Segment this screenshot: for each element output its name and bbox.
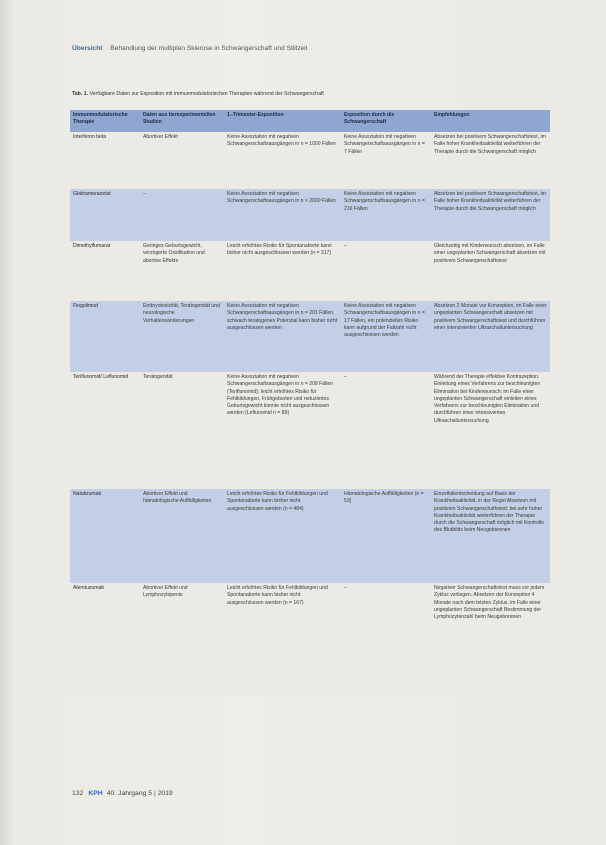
cell-pregnancy-exposure: – <box>341 372 431 489</box>
cell-therapy: Glatirameracetat <box>70 189 140 241</box>
cell-therapy: Teriflunomid/ Leflunomid <box>70 372 140 489</box>
header-therapy: Immunmodulatorische Therapie <box>70 110 140 132</box>
cell-first-trimester: Keine Assoziation mit negativen Schwangerschaftsausgängen in n = 1000 Fällen <box>224 132 341 189</box>
cell-therapy: Natalizumab <box>70 489 140 583</box>
cell-recommendations: Während der Therapie effektive Kontrazeption. Einleitung eines Verfahrens zur beschleunigten Elimination bei Kinderwunsch; im Falle einer ungeplanten Schwangerschaft einleiten eines Verfahrens zur beschleunigten Elimination und durchführen einer intensivierten Ultraschalluntersuchung <box>431 372 550 489</box>
cell-first-trimester: Leicht erhöhtes Risiko für Spontanaborte kann bisher nicht ausgeschlossen werden (n = 317) <box>224 241 341 301</box>
journal-issue: 40. Jahrgang 5 | 2019 <box>106 790 173 797</box>
cell-pregnancy-exposure: Keine Assoziation mit negativen Schwangerschaftsausgängen in n = 216 Fällen <box>341 189 431 241</box>
page-number: 132 <box>72 790 84 797</box>
header-first-trimester: 1.-Trimester-Exposition <box>224 110 341 132</box>
cell-recommendations: Gleichzeitig mit Kinderwunsch absetzen, im Falle einer ungeplanten Schwangerschaft absetzen mit positivem Schwangerschaftstest <box>431 241 550 301</box>
table-row <box>70 583 550 695</box>
cell-therapy: Interferon beta <box>70 132 140 189</box>
therapy-table <box>70 110 550 695</box>
cell-recommendations: Einzelfallentscheidung auf Basis der Krankheitsaktivität, in der Regel Absetzen mit positivem Schwangerschaftstest; bei sehr hoher Krankheitsaktivität weiterführen der Therapie durch die Schwangerschaft möglich mit Kontrolle des Blutbilds beim Neugeborenen <box>431 489 550 583</box>
cell-pregnancy-exposure: Keine Assoziation mit negativen Schwangerschaftsausgängen in n = 17 Fällen, ein potenzielles Risiko kann aufgrund der Fallzahl nicht ausgeschlossen werden <box>341 301 431 372</box>
table-caption-label: Tab. 1. <box>72 91 89 97</box>
header-pregnancy-exposure: Exposition durch die Schwangerschaft <box>341 110 431 132</box>
cell-first-trimester: Keine Assoziation mit negativen Schwangerschaftsausgängen in n = 208 Fällen (Teriflunomid); leicht erhöhtes Risiko für Fehlbildungen, Frühgeburten und reduziertes Geburtsgewicht konnte nicht ausgeschlossen werden (Leflunomid n = 89) <box>224 372 341 489</box>
cell-pregnancy-exposure: – <box>341 583 431 695</box>
table-caption <box>72 91 324 97</box>
table-row <box>70 372 550 489</box>
cell-recommendations: Absetzen 2 Monate vor Konzeption, im Falle einer ungeplanten Schwangerschaft absetzen mit positivem Schwangerschaftstest und durchführen einer intensivierten Ultraschalluntersuchung <box>431 301 550 372</box>
cell-therapy: Alemtuzumab <box>70 583 140 695</box>
table-row <box>70 241 550 301</box>
cell-first-trimester: Leicht erhöhtes Risiko für Fehlbildungen und Spontanaborte kann bisher nicht ausgeschlossen werden (n = 484) <box>224 489 341 583</box>
table-row <box>70 301 550 372</box>
cell-therapy: Dimethylfumarat <box>70 241 140 301</box>
table-row <box>70 189 550 241</box>
cell-recommendations: Absetzen bei positivem Schwangerschaftstest, im Falle hoher Krankheitsaktivität weiterführen der Therapie durch die Schwangerschaft möglich <box>431 132 550 189</box>
journal-brand: KPH <box>88 790 103 797</box>
table-row <box>70 132 550 189</box>
cell-animal-studies: Abortiver Effekt und hämatologische Auffälligkeiten <box>140 489 224 583</box>
cell-animal-studies: Embryotoxizität, Teratogenität und neurologische Verhaltensänderungen <box>140 301 224 372</box>
cell-first-trimester: Keine Assoziation mit negativen Schwangerschaftsausgängen in n = 201 Fällen, schwach teratogenes Potenzial kann bisher nicht ausgeschlossen werden <box>224 301 341 372</box>
running-head <box>72 45 307 52</box>
cell-first-trimester: Keine Assoziation mit negativen Schwangerschaftsausgängen in n > 2600 Fällen <box>224 189 341 241</box>
cell-animal-studies: Abortiver Effekt und Lymphozytopenie <box>140 583 224 695</box>
table-header-row <box>70 110 550 132</box>
running-head-title: Behandlung der multiplen Sklerose in Schwangerschaft und Stillzeit <box>110 45 308 52</box>
cell-pregnancy-exposure: Keine Assoziation mit negativen Schwangerschaftsausgängen in n = 7 Fällen <box>341 132 431 189</box>
header-recommendations: Empfehlungen <box>431 110 550 132</box>
cell-pregnancy-exposure: – <box>341 241 431 301</box>
cell-animal-studies: Geringes Geburtsgewicht, verzögerte Ossifikation und abortive Effekte <box>140 241 224 301</box>
cell-animal-studies: Abortiver Effekt <box>140 132 224 189</box>
table-caption-text: Verfügbare Daten zur Exposition mit immunmodulatorischen Therapien während der Schwangerschaft <box>89 91 324 97</box>
cell-pregnancy-exposure: Hämatologische Auffälligkeiten (n = 53) <box>341 489 431 583</box>
cell-animal-studies: – <box>140 189 224 241</box>
cell-therapy: Fingolimod <box>70 301 140 372</box>
running-head-section: Übersicht <box>72 45 103 52</box>
cell-recommendations: Absetzen bei positivem Schwangerschaftstest, im Falle hoher Krankheitsaktivität weiterführen der Therapie durch die Schwangerschaft möglich <box>431 189 550 241</box>
header-animal-studies: Daten aus tierexperimentellen Studien <box>140 110 224 132</box>
cell-recommendations: Negativer Schwangerschaftstest muss vor jedem Zyklus vorliegen. Absetzen der Konzeption 4 Monate nach dem letzten Zyklus, im Falle einer ungeplanten Schwangerschaft Bestimmung der Lymphozytenzahl beim Neugeborenen <box>431 583 550 695</box>
table-row <box>70 489 550 583</box>
cell-animal-studies: Teratogenität <box>140 372 224 489</box>
page-footer <box>72 790 173 797</box>
cell-first-trimester: Leicht erhöhtes Risiko für Fehlbildungen und Spontanaborte kann bisher nicht ausgeschlossen werden (n = 167) <box>224 583 341 695</box>
